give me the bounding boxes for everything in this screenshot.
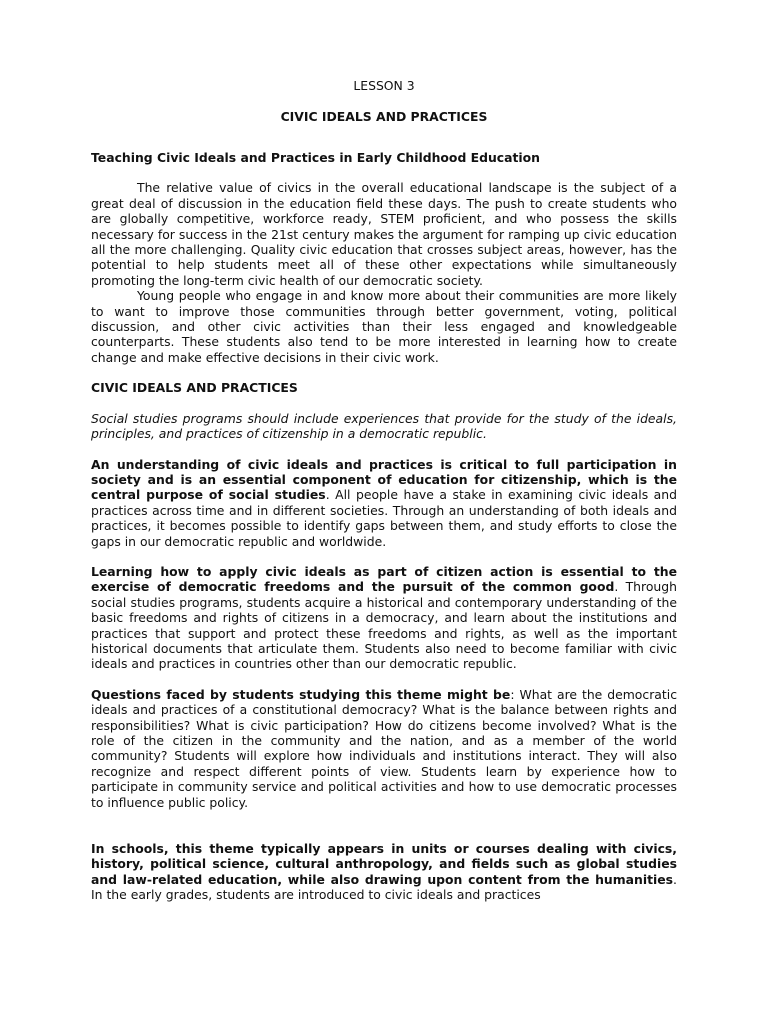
paragraph-learning xyxy=(91,564,677,672)
paragraph-civics-value: The relative value of civics in the overall educational landscape is the subject of a great deal of discussion in the education field these days. The push to create students who are globally competitive, workforce ready, STEM proficient, and who possess the skills necessary for success in the 21st century makes the argument for ramping up civic education all the more challenging. Quality civic education that crosses subject areas, however, has the potential to help students meet all of these other expectations while simultaneously promoting the long-term civic health of our democratic society. xyxy=(91,180,677,288)
learning-bold-text: Learning how to apply civic ideals as part of citizen action is essential to the exercise of democratic freedoms and the pursuit of the common good xyxy=(91,563,677,595)
understanding-bold-text: An understanding of civic ideals and practices is critical to full participation in society and is an essential component of education for citizenship, which is the central purpose of social studies xyxy=(91,456,677,503)
lesson-label: LESSON 3 xyxy=(353,78,415,93)
paragraph-schools xyxy=(91,841,677,903)
schools-text: . In the early grades, students are introduced to civic ideals and practices xyxy=(91,871,677,903)
schools-bold-text: In schools, this theme typically appears in units or courses dealing with civics, history, political science, cultural anthropology, and fields such as global studies and law-related education, while also drawing upon content from the humanities xyxy=(91,841,677,887)
section-heading-civic-ideals: CIVIC IDEALS AND PRACTICES xyxy=(91,380,298,396)
paragraph-understanding xyxy=(91,457,677,549)
questions-text: : What are the democratic ideals and practices of a constitutional democracy? What is the balance between rights and responsibilities? What is civic participation? How do citizens become involved? What is the role of the citizen in the community and the nation, and as a member of the world community? Students will explore how individuals and institutions interact. They will also recognize and respect different points of view. Students learn by experience how to participate in community service and political activities and how to use democratic processes to influence public policy. xyxy=(91,686,678,810)
questions-bold-text: Questions faced by students studying this theme might be xyxy=(91,686,511,702)
understanding-text: . All people have a stake in examining civic ideals and practices across time and in different societies. Through an understanding of both ideals and practices, it becomes possible to identify gaps between them, and study efforts to close the gaps in our democratic republic and worldwide. xyxy=(91,487,677,549)
paragraph-questions xyxy=(91,687,677,810)
section-heading-teaching: Teaching Civic Ideals and Practices in Early Childhood Education xyxy=(91,150,540,165)
paragraph-quote: Social studies programs should include experiences that provide for the study of the ideals, principles, and practices of citizenship in a democratic republic. xyxy=(91,410,677,442)
paragraph-young-people: Young people who engage in and know more about their communities are more likely to want to improve those communities through better government, voting, political discussion, and other civic activities than their less engaged and knowledgeable counterparts. These students also tend to be more interested in learning how to create change and make effective decisions in their civic work. xyxy=(91,288,677,365)
lesson-title: CIVIC IDEALS AND PRACTICES xyxy=(280,109,488,124)
learning-text: . Through social studies programs, students acquire a historical and contemporary understanding of the basic freedoms and rights of citizens in a democracy, and learn about the institutions and practices that support and protect these freedoms and rights, as well as the important historical documents that articulate them. Students also need to become familiar with civic ideals and practices in countries other than our democratic republic. xyxy=(91,579,677,672)
document-page xyxy=(91,78,677,903)
